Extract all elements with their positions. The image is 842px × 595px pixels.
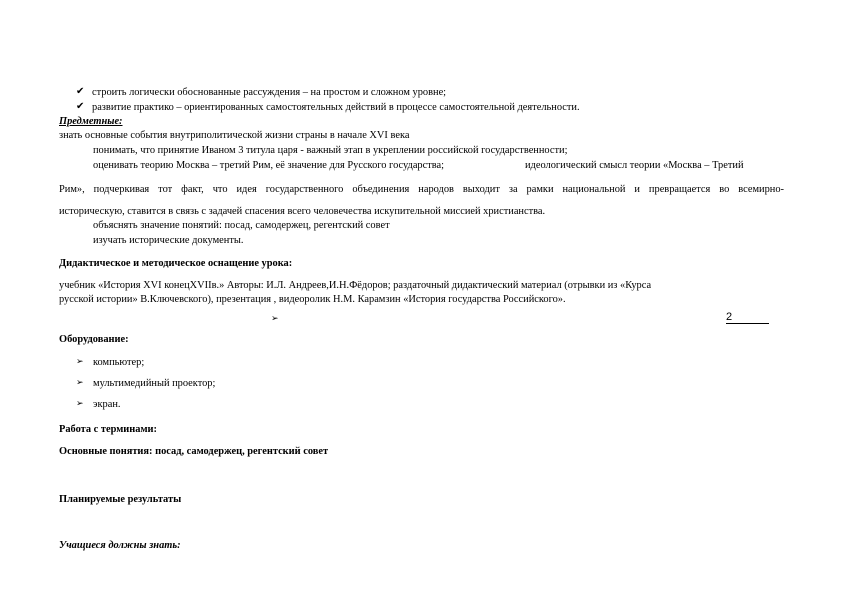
bullet-text: развитие практико – ориентированных самостоятельных действий в процессе самостоятельной деятельности. [92,102,580,113]
arrow-bullet-icon: ➢ [271,314,279,324]
subject-line: изучать исторические документы. [93,235,244,246]
arrow-bullet-icon: ➢ [76,357,84,367]
page-number-underline [726,323,769,324]
bullet-text: строить логически обоснованные рассуждения – на простом и сложном уровне; [92,87,447,98]
didactic-line: русской истории» В.Ключевского), презентация , видеоролик Н.М. Карамзин «История государства Российского». [59,294,566,305]
basic-concepts: Основные понятия: посад, самодержец, регентский совет [59,446,329,457]
subject-line: историческую, ставится в связь с задачей спасения всего человечества искупительной миссией христианства. [59,206,546,217]
arrow-bullet-icon: ➢ [76,399,84,409]
students-must-know-heading: Учащиеся должны знать: [59,540,181,551]
equipment-heading: Оборудование: [59,334,129,345]
subject-line: оценивать теорию Москва – третий Рим, её значение для Русского государства; [93,160,445,171]
subject-line: идеологический смысл теории «Москва – Третий [525,160,744,171]
check-icon: ✔ [76,86,85,97]
page-number: 2 [726,311,733,323]
subject-line: знать основные события внутриполитической жизни страны в начале XVI века [59,130,410,141]
check-icon: ✔ [76,101,85,112]
equipment-item: компьютер; [93,357,145,368]
subject-heading: Предметные: [59,116,123,127]
subject-line: Рим», подчеркивая тот факт, что идея государственного объединения народов выходит за рамки национальной и превращается во всемирно- [59,184,784,195]
equipment-item: экран. [93,399,121,410]
subject-line: объяснять значение понятий: посад, самодержец, регентский совет [93,220,390,231]
equipment-item: мультимедийный проектор; [93,378,216,389]
didactic-line: учебник «История XVI конецXVIIв.» Авторы: И.Л. Андреев,И.Н.Фёдоров; раздаточный дидактический материал (отрывки из «Курса [59,280,652,291]
terms-heading: Работа с терминами: [59,424,158,435]
planned-results-heading: Планируемые результаты [59,494,182,505]
subject-line: понимать, что принятие Иваном 3 титула царя - важный этап в укреплении российской государственности; [93,145,568,156]
arrow-bullet-icon: ➢ [76,378,84,388]
didactic-heading: Дидактическое и методическое оснащение урока: [59,258,293,269]
